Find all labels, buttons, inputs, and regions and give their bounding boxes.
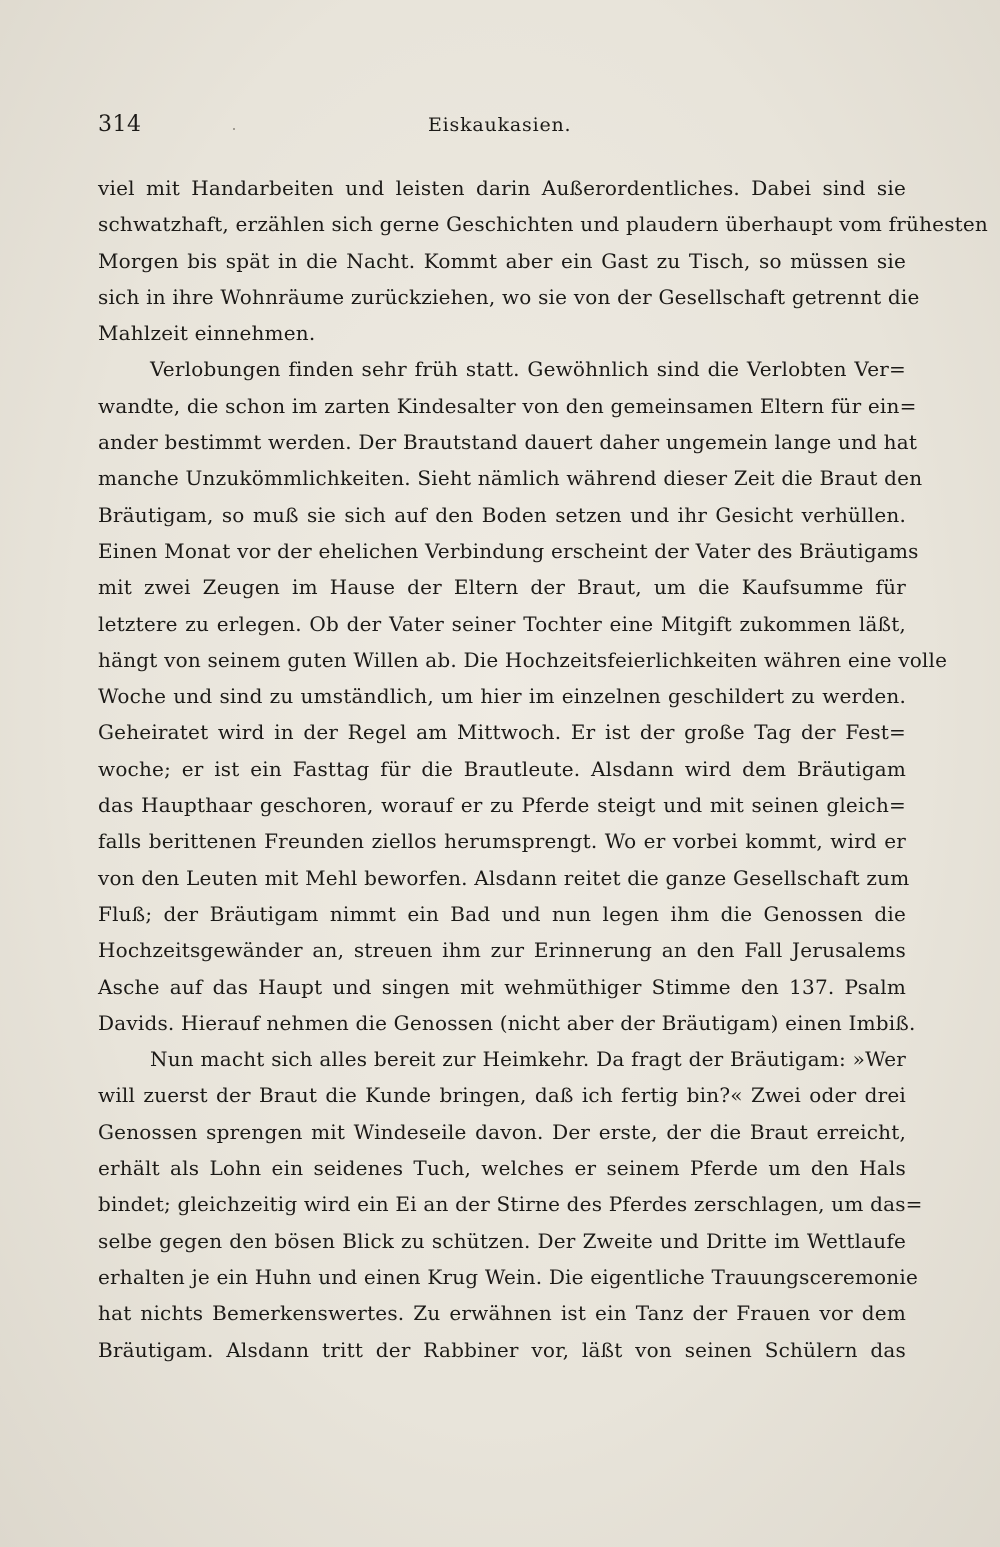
running-head: Eiskaukasien.	[428, 114, 572, 136]
text-line: Einen Monat vor der ehelichen Verbindung erscheint der Vater des Bräutigams	[98, 538, 919, 563]
text-line: Woche und sind zu umständlich, um hier im einzelnen geschildert zu werden.	[98, 684, 906, 709]
text-line: ander bestimmt werden. Der Brautstand dauert daher ungemein lange und hat	[98, 430, 918, 455]
text-line: hat nichts Bemerkenswertes. Zu erwähnen ist ein Tanz der Frauen vor dem	[98, 1301, 906, 1326]
text-line: von den Leuten mit Mehl beworfen. Alsdann reitet die ganze Gesellschaft zum	[98, 865, 910, 890]
page-number: 314	[98, 112, 142, 137]
text-line: das Haupthaar geschoren, worauf er zu Pferde steigt und mit seinen gleich=	[98, 793, 906, 818]
text-line: letztere zu erlegen. Ob der Vater seiner Tochter eine Mitgift zukommen läßt,	[98, 611, 906, 636]
text-line: erhalten je ein Huhn und einen Krug Wein. Die eigentliche Trauungsceremonie	[98, 1264, 918, 1289]
text-line: viel mit Handarbeiten und leisten darin Außerordentliches. Dabei sind sie	[98, 176, 906, 200]
text-line: Genossen sprengen mit Windeseile davon. Der erste, der die Braut erreicht,	[98, 1119, 906, 1144]
text-line: hängt von seinem guten Willen ab. Die Hochzeitsfeierlichkeiten währen eine volle	[98, 647, 948, 672]
text-line: selbe gegen den bösen Blick zu schützen. Der Zweite und Dritte im Wettlaufe	[98, 1228, 906, 1253]
text-line: Davids. Hierauf nehmen die Genossen (nicht aber der Bräutigam) einen Imbiß.	[98, 1010, 916, 1035]
text-line: wandte, die schon im zarten Kindesalter von den gemeinsamen Eltern für ein=	[98, 393, 917, 418]
text-line: Mahlzeit einnehmen.	[98, 321, 316, 346]
text-line: mit zwei Zeugen im Hause der Eltern der Braut, um die Kaufsumme für	[98, 575, 906, 600]
text-line: Morgen bis spät in die Nacht. Kommt aber ein Gast zu Tisch, so müssen sie	[98, 248, 906, 273]
text-line: Fluß; der Bräutigam nimmt ein Bad und nun legen ihm die Genossen die	[98, 901, 906, 926]
text-line: bindet; gleichzeitig wird ein Ei an der Stirne des Pferdes zerschlagen, um das=	[98, 1192, 923, 1217]
text-line: Nun macht sich alles bereit zur Heimkehr. Da fragt der Bräutigam: »Wer	[150, 1047, 906, 1072]
text-line: Bräutigam, so muß sie sich auf den Boden setzen und ihr Gesicht verhüllen.	[98, 502, 906, 527]
text-line: falls berittenen Freunden ziellos herumsprengt. Wo er vorbei kommt, wird er	[98, 829, 906, 854]
text-line: Hochzeitsgewänder an, streuen ihm zur Erinnerung an den Fall Jerusalems	[98, 938, 906, 963]
page-header	[98, 112, 906, 142]
paragraph-1	[98, 170, 989, 351]
text-line: manche Unzukömmlichkeiten. Sieht nämlich während dieser Zeit die Braut den	[98, 466, 923, 491]
paragraph-2	[98, 351, 948, 1041]
text-line: sich in ihre Wohnräume zurückziehen, wo sie von der Gesellschaft getrennt die	[98, 284, 920, 309]
body-text	[98, 170, 989, 1368]
text-line: erhält als Lohn ein seidenes Tuch, welches er seinem Pferde um den Hals	[98, 1156, 906, 1181]
text-line: will zuerst der Braut die Kunde bringen, daß ich fertig bin?« Zwei oder drei	[98, 1083, 906, 1108]
text-line: Asche auf das Haupt und singen mit wehmüthiger Stimme den 137. Psalm	[98, 974, 906, 999]
paragraph-3	[98, 1041, 923, 1368]
text-line: woche; er ist ein Fasttag für die Brautleute. Alsdann wird dem Bräutigam	[98, 756, 906, 781]
text-line: Geheiratet wird in der Regel am Mittwoch. Er ist der große Tag der Fest=	[98, 720, 906, 745]
text-line: Verlobungen finden sehr früh statt. Gewöhnlich sind die Verlobten Ver=	[150, 357, 906, 382]
text-line: schwatzhaft, erzählen sich gerne Geschichten und plaudern überhaupt vom frühesten	[98, 212, 989, 237]
text-line: Bräutigam. Alsdann tritt der Rabbiner vor, läßt von seinen Schülern das	[98, 1337, 906, 1362]
